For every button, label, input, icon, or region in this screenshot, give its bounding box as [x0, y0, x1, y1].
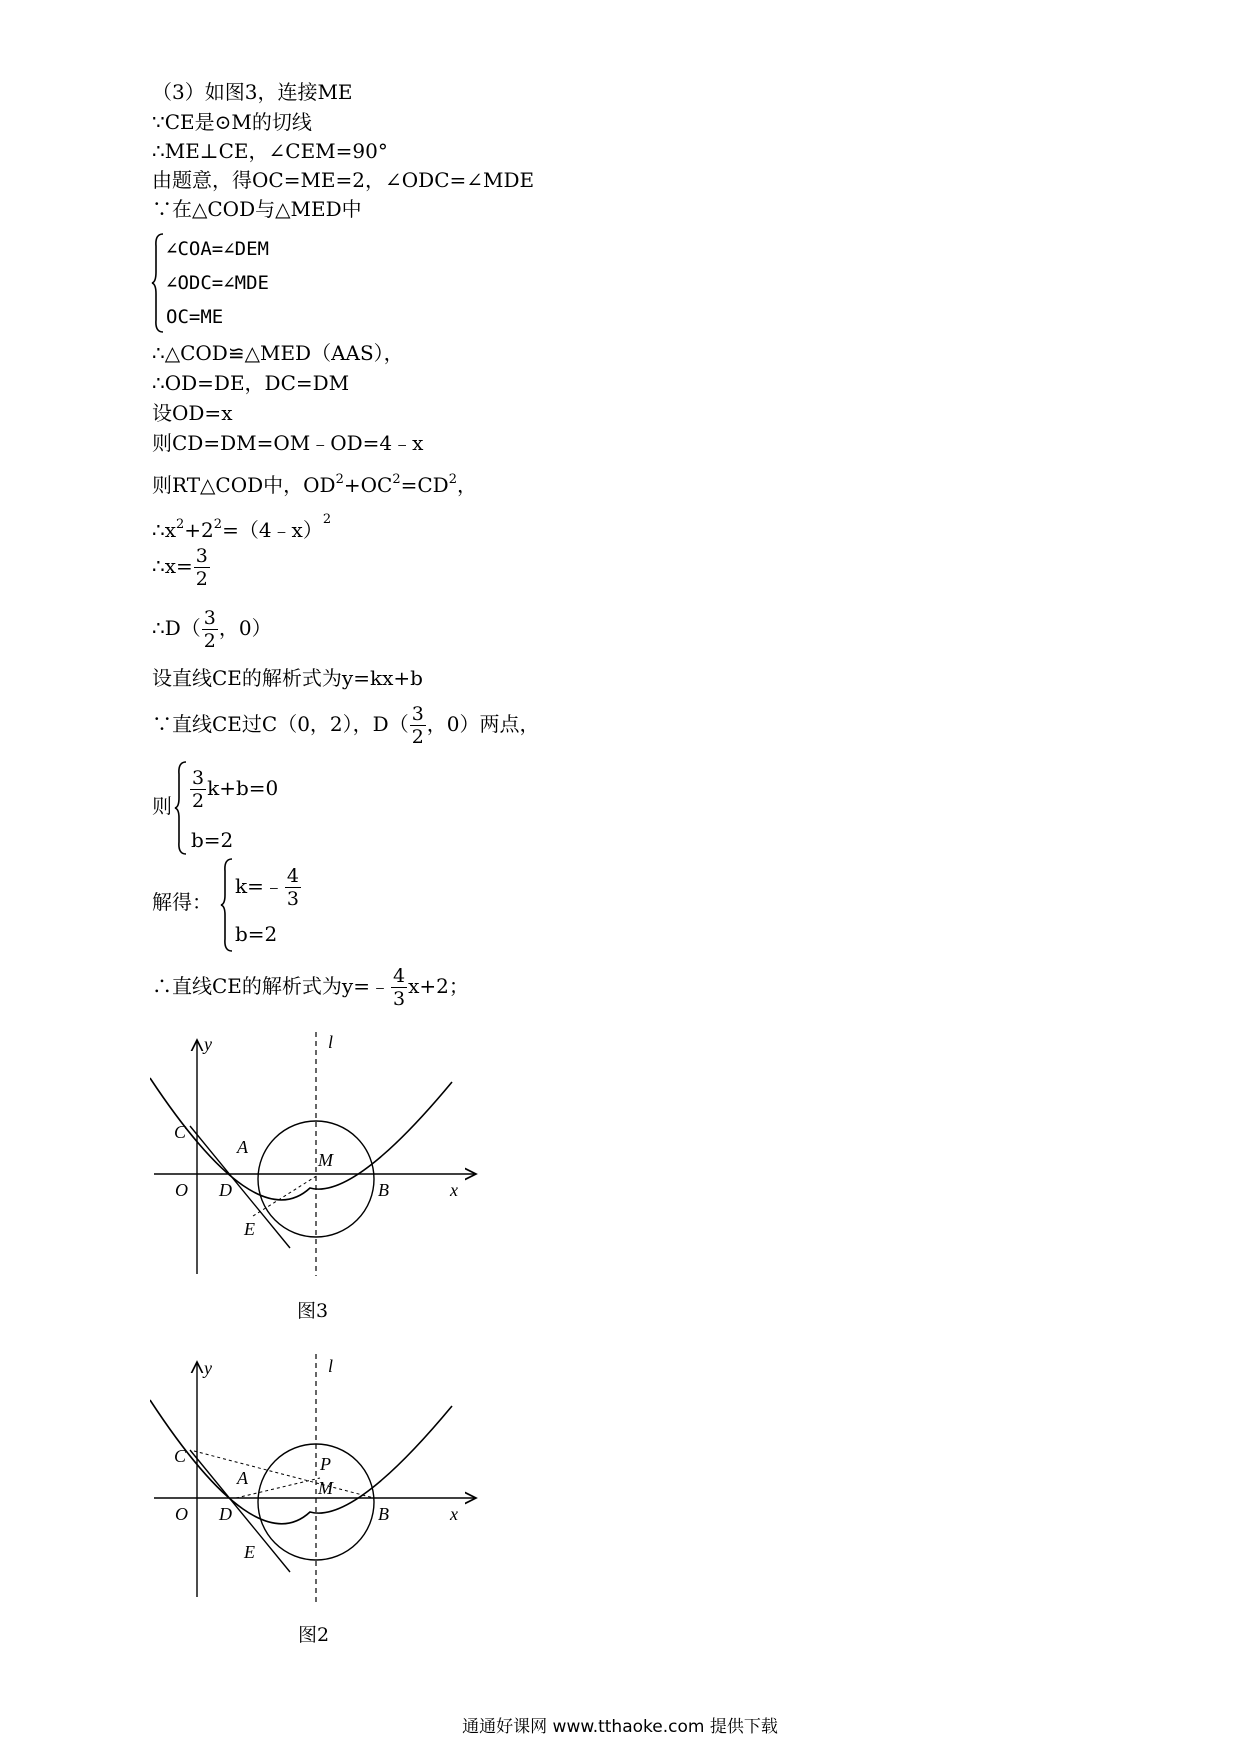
- line-18-a: ∵直线CE过C（0，2），D（: [152, 712, 409, 736]
- line-14-c: =（4﹣x）: [222, 518, 323, 542]
- line-13: [152, 468, 477, 497]
- line-21-b: x+2；: [408, 974, 469, 998]
- figure-3-caption: 图3: [297, 1300, 329, 1322]
- line-15: [152, 538, 211, 594]
- exponent: 2: [392, 472, 401, 487]
- system-1-row-1: ∠COA=∠DEM: [166, 238, 269, 260]
- line-18: [152, 696, 540, 752]
- system-2-prefix: 则: [152, 794, 172, 818]
- exponent: 2: [176, 517, 185, 532]
- label-o: O: [175, 1180, 188, 1200]
- system-3-row-1-head: k=﹣: [235, 874, 284, 898]
- line-9: ∴△COD≌△MED（AAS），: [152, 341, 404, 365]
- label-c: C: [174, 1122, 187, 1142]
- line-13-d: ，: [457, 473, 478, 497]
- label-m: M: [318, 1478, 333, 1498]
- parabola: [150, 1400, 452, 1524]
- system-3-row-1: [235, 858, 302, 914]
- parabola: [150, 1078, 452, 1200]
- line-13-a: 则RT△COD中，OD: [152, 473, 336, 497]
- exponent: 2: [322, 512, 332, 527]
- line-16-b: ，0）: [218, 616, 272, 640]
- label-l: l: [328, 1032, 334, 1052]
- label-y: y: [204, 1034, 212, 1054]
- line-16: [152, 600, 272, 656]
- label-b: B: [378, 1504, 389, 1524]
- system-2-row-2: b=2: [191, 828, 234, 852]
- label-c: C: [174, 1446, 187, 1466]
- line-21: [152, 958, 469, 1014]
- label-d: D: [219, 1180, 232, 1200]
- segment-dp: [236, 1478, 320, 1498]
- line-13-c: =CD: [400, 473, 449, 497]
- system-3-row-2: b=2: [235, 922, 278, 946]
- line-4: 由题意，得OC=ME=2，∠ODC=∠MDE: [152, 168, 535, 192]
- line-21-a: ∴直线CE的解析式为y=﹣: [152, 974, 390, 998]
- system-1-row-2: ∠ODC=∠MDE: [166, 272, 269, 294]
- line-15-a: ∴x=: [152, 554, 193, 578]
- line-17: 设直线CE的解析式为y=kx+b: [152, 666, 423, 690]
- label-e: E: [244, 1542, 255, 1562]
- line-18-b: ，0）两点，: [426, 712, 540, 736]
- left-brace-system-1: [150, 232, 166, 334]
- figure-2-caption: 图2: [298, 1624, 330, 1646]
- line-16-a: ∴D（: [152, 616, 201, 640]
- fraction-three-halves: $\frac{3}{2}$: [203, 607, 216, 652]
- line-14: [152, 508, 331, 542]
- fraction-four-thirds: $\frac{4}{3}$: [392, 965, 406, 1010]
- line-10: ∴OD=DE，DC=DM: [152, 371, 350, 395]
- system-2-row-1-tail: k+b=0: [207, 776, 279, 800]
- exponent: 2: [448, 472, 458, 487]
- line-12: 则CD=DM=OM﹣OD=4﹣x: [152, 431, 424, 455]
- fraction-three-halves: $\frac{3}{2}$: [195, 545, 208, 590]
- label-a: A: [237, 1137, 248, 1157]
- figure-2: [150, 1352, 490, 1610]
- label-x: x: [450, 1504, 458, 1524]
- fraction-three-halves: $\frac{3}{2}$: [192, 767, 205, 812]
- label-m: M: [318, 1150, 333, 1170]
- label-p: P: [320, 1454, 331, 1474]
- left-brace-system-2: [173, 760, 189, 856]
- label-e: E: [244, 1219, 255, 1239]
- label-d: D: [219, 1504, 232, 1524]
- page-footer: 通通好课网 www.tthaoke.com 提供下载: [462, 1717, 778, 1737]
- line-11: 设OD=x: [152, 401, 233, 425]
- system-3-prefix: 解得：: [152, 890, 212, 914]
- fraction-three-halves: $\frac{3}{2}$: [411, 703, 424, 748]
- label-o: O: [175, 1504, 188, 1524]
- line-13-b: +OC: [343, 473, 393, 497]
- line-5: ∵在△COD与△MED中: [152, 197, 362, 221]
- line-14-a: ∴x: [152, 518, 177, 542]
- exponent: 2: [335, 472, 344, 487]
- left-brace-system-3: [219, 857, 235, 953]
- system-2-row-1: [189, 760, 278, 816]
- line-1: （3）如图3，连接ME: [152, 80, 353, 104]
- line-2: ∵CE是⊙M的切线: [152, 110, 312, 134]
- line-14-b: +2: [184, 518, 214, 542]
- label-b: B: [378, 1180, 389, 1200]
- label-x: x: [450, 1180, 458, 1200]
- label-a: A: [237, 1468, 248, 1488]
- label-y: y: [204, 1358, 212, 1378]
- system-1-row-3: OC=ME: [166, 306, 224, 328]
- line-3: ∴ME⊥CE，∠CEM=90°: [152, 139, 388, 163]
- label-l: l: [328, 1356, 334, 1376]
- exponent: 2: [213, 517, 223, 532]
- fraction-four-thirds: $\frac{4}{3}$: [286, 865, 299, 910]
- figure-3: [150, 1030, 490, 1280]
